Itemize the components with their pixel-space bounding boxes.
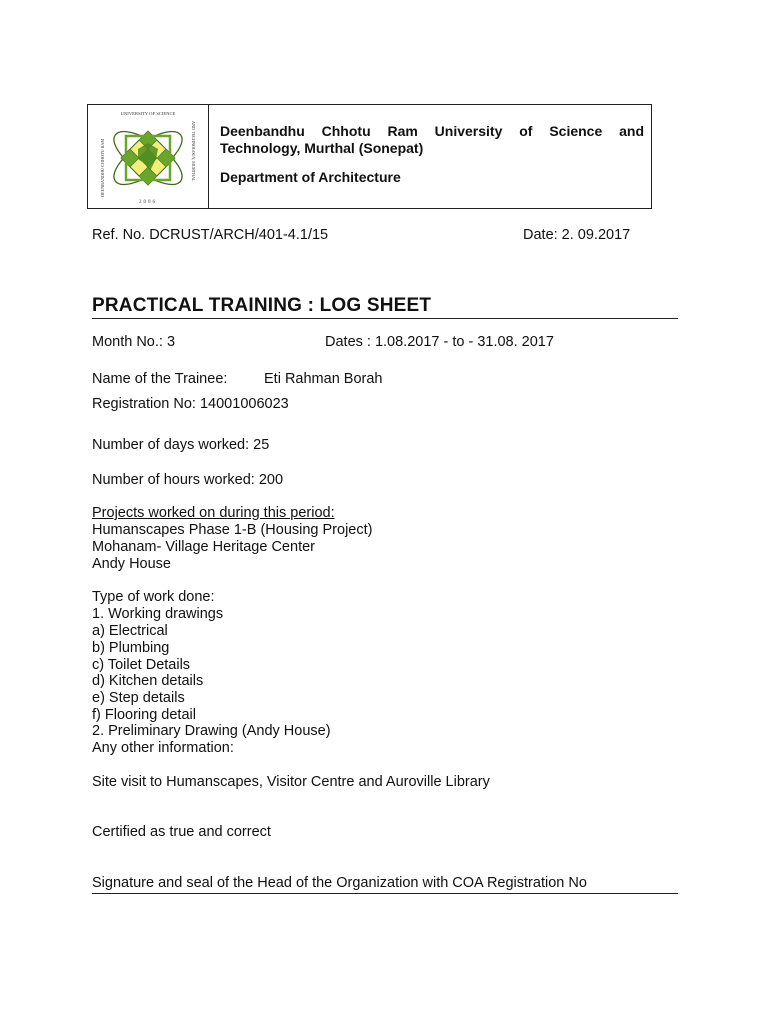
date-range: Dates : 1.08.2017 - to - 31.08. 2017 [325,334,554,350]
other-info-text: Site visit to Humanscapes, Visitor Centre and Auroville Library [92,774,490,790]
registration-number: Registration No: 14001006023 [92,396,289,412]
project-item: Andy House [92,556,171,572]
title-divider [92,318,678,319]
work-item: 1. Working drawings [92,606,224,622]
svg-text:UNIVERSITY OF SCIENCE: UNIVERSITY OF SCIENCE [120,111,176,116]
work-item: c) Toilet Details [92,657,191,673]
trainee-label: Name of the Trainee: [92,371,228,387]
project-item: Humanscapes Phase 1-B (Housing Project) [92,522,373,538]
signature-line-label: Signature and seal of the Head of the Organization with COA Registration No [92,875,587,891]
work-heading: Type of work done: [92,589,215,605]
signature-divider [92,893,678,894]
hours-worked: Number of hours worked: 200 [92,472,284,488]
work-item: b) Plumbing [92,640,170,656]
department-name: Department of Architecture [220,169,401,185]
svg-text:2006: 2006 [139,200,157,205]
projects-heading: Projects worked on during this period: [92,505,335,521]
svg-text:DEENBANDHU CHHOTU RAM: DEENBANDHU CHHOTU RAM [100,138,105,197]
work-item: e) Step details [92,690,185,706]
trainee-name: Eti Rahman Borah [264,371,383,387]
work-item: a) Electrical [92,623,168,639]
work-item: d) Kitchen details [92,673,204,689]
issue-date: Date: 2. 09.2017 [523,227,631,243]
university-name: Deenbandhu Chhotu Ram University of Science and Technology, Murthal (Sonepat) [220,123,644,156]
letterhead-box [87,104,652,209]
work-item: f) Flooring detail [92,707,196,723]
university-logo [88,105,208,208]
certification-text: Certified as true and correct [92,824,271,840]
ref-number: Ref. No. DCRUST/ARCH/401-4.1/15 [92,227,329,243]
project-item: Mohanam- Village Heritage Center [92,539,315,555]
other-info-heading: Any other information: [92,740,234,756]
month-number: Month No.: 3 [92,334,176,350]
svg-text:AND TECHNOLOGY, MURTHAL: AND TECHNOLOGY, MURTHAL [191,121,196,182]
logo-cell [88,105,209,208]
days-worked: Number of days worked: 25 [92,437,270,453]
page-title: PRACTICAL TRAINING : LOG SHEET [92,295,432,316]
work-item: 2. Preliminary Drawing (Andy House) [92,723,331,739]
